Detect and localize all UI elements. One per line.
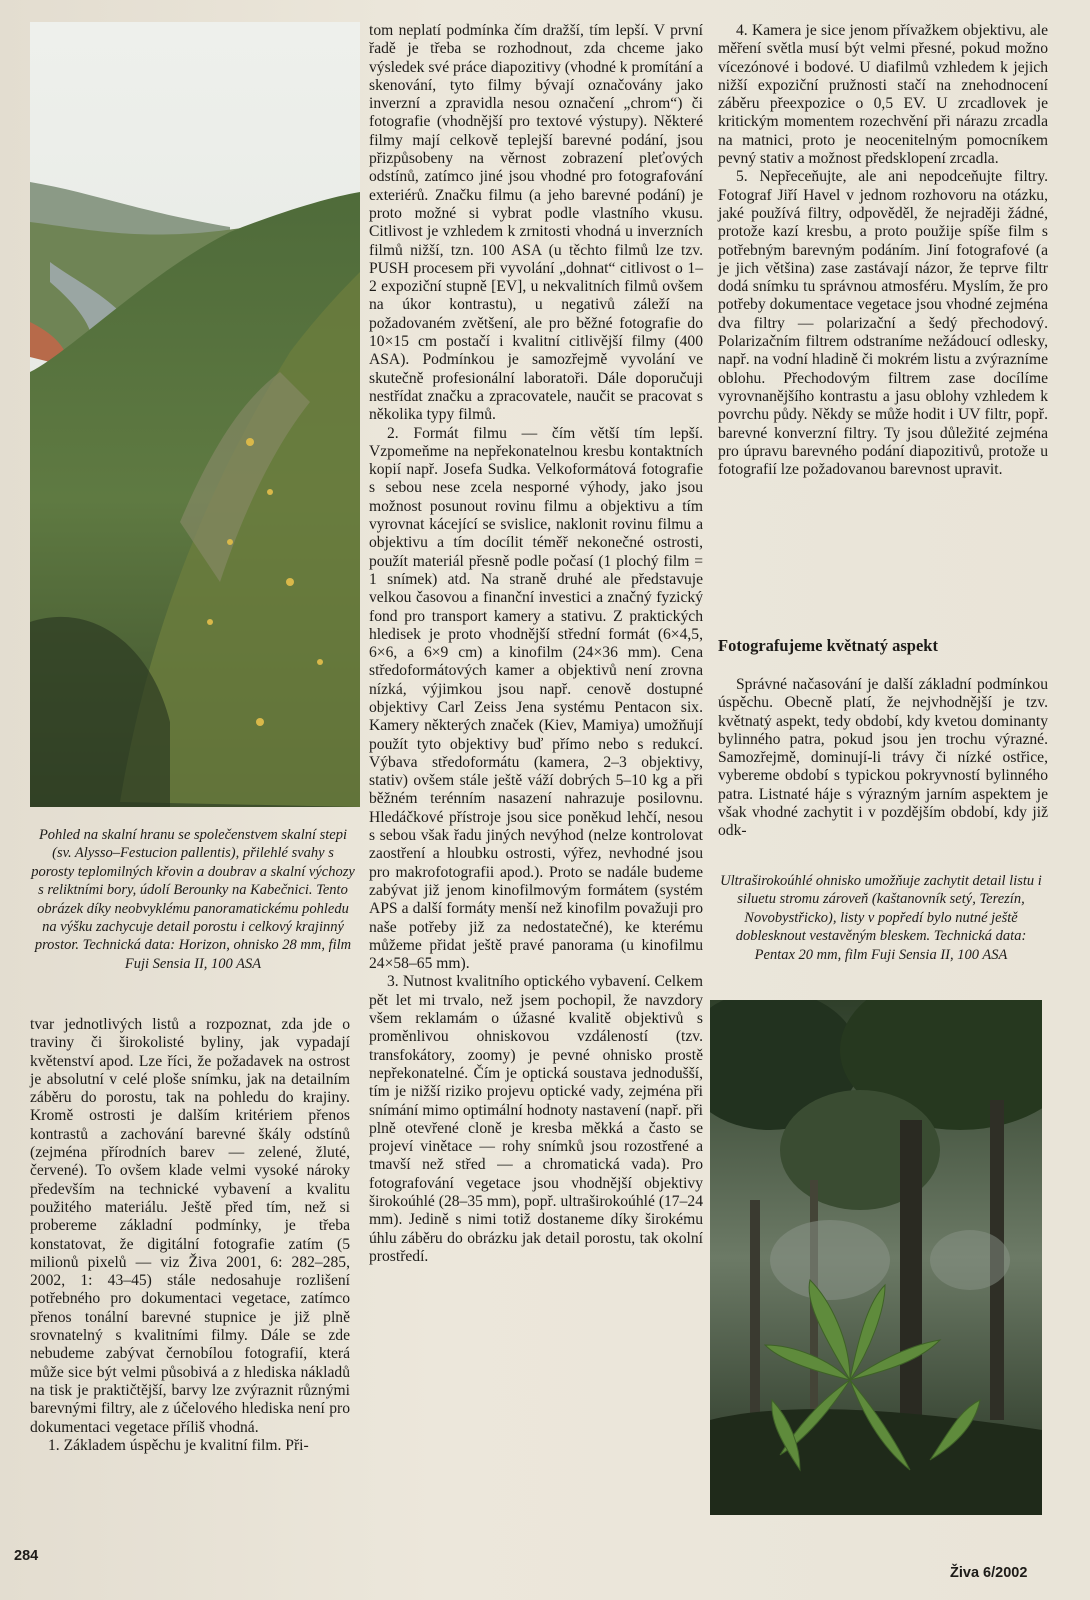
section-heading: Fotografujeme květnatý aspekt: [718, 636, 938, 655]
middle-text-column: [369, 22, 703, 1266]
paragraph: Správné načasování je další základní podmínkou úspěchu. Obecně platí, že nejvhodnější je tzv. květnatý aspekt, tedy období, kdy kvetou dominanty bylinného patra, pokud jsou jen trochu výrazné. Samozřejmě, dominují-li trávy či nízké ostřice, vybereme období s typickou pokryvností bylinného patra. Listnaté háje s výrazným jarním aspektem je však vhodné zachytit i v pozdějším období, kdy již odk-: [718, 676, 1048, 840]
paragraph: 5. Nepřeceňujte, ale ani nepodceňujte filtry. Fotograf Jiří Havel v jednom rozhovoru na otázku, jaké používá filtry, odpověděl, že nejraději žádné, protože kazí kresbu, a proto použije spíše film s potřebným barevným podáním. Jiní fotografové (a je jich většina) zase zastávají názor, že teprve filtr dodá snímku tu správnou atmosféru. Myslím, že pro potřeby dokumentace vegetace jsou vhodné zejména dva filtry — polarizační a šedý přechodový. Polarizačním filtrem odstraníme nežádoucí odlesky, např. na vodní hladině či mokrém listu a zvýrazníme oblohu. Přechodovým filtrem zase docílíme vyrovnanějšího kontrastu a jasu oblohy vzhledem k povrchu půdy. Někdy se může hodit i UV filtr, popř. barevné konverzní filtry. Ty jsou důležité zejména pro úpravu barevného podání diapozitivů, protože u fotografií lze požadovanou barevnost upravit.: [718, 168, 1048, 479]
paragraph: 3. Nutnost kvalitního optického vybavení. Celkem pět let mi trvalo, než jsem pochopil, že navzdory všem reklamám o úžasné kvalitě objektivů s proměnlivou ohniskovou vzdáleností (tzv. transfokátory, zoomy) je pevné ohnisko prostě nepřekonatelné. Čím je optická soustava jednodušší, tím je nižší riziko projevu optické vady, zejména při snímání mimo optimální hodnoty nastavení (např. při plně otevřené cloně je kresba měkká a často se projeví vinětace — rohy snímků jsou rozostřené a tmavší než střed — a chromatická vada). Pro fotografování vegetace jsou vhodnější objektivy širokoúhlé (28–35 mm), popř. ultraširokoúhlé (17–24 mm). Jedině s nimi totiž dostaneme díky širokému úhlu záběru do obrázku jak detail porostu, tak okolní prostředí.: [369, 973, 703, 1265]
paragraph: tvar jednotlivých listů a rozpoznat, zda jde o traviny či širokolisté byliny, jak vypadají květenství apod. Lze říci, že požadavek na ostrost je absolutní v celé ploše snímku, jak na detailním záběru do porostu, tak na pohledu do krajiny. Kromě ostrosti je dalším kritériem přenos kontrastů a zachování barevné škály odstínů (zejména přírodních barev — zelené, žluté, červené). To ovšem klade velmi vysoké nároky především na technické vybavení a kvalitu použitého materiálu. Ještě před tím, než si probereme základní podmínky, je třeba konstatovat, že digitální fotografie zatím (5 milionů pixelů — viz Živa 2001, 6: 282–285, 2002, 1: 43–45) stále nedosahuje rozlišení potřebného pro dokumentaci vegetace, zatímco přenos tonální barevné stupnice je již plně srovnatelný s kvalitními filmy. Dále se zde nebudeme zabývat černobílou fotografií, která může sice být velmi působivá a z hlediska nákladů na tisk je praktičtější, barvy lze zvýraznit různými barevnými filtry, ale z účelového hlediska není pro dokumentaci vegetace příliš vhodná.: [30, 1016, 350, 1436]
paragraph: 4. Kamera je sice jenom přívažkem objektivu, ale měření světla musí být velmi přesné, pokud možno vícezónové i bodové. U diafilmů vzhledem k jejich nižší expoziční pružnosti stačí na znehodnocení záběru přeexpozice o 0,5 EV. U zrcadlovek je kritickým momentem rozechvění při nárazu zrcadla na matnici, proto je neocenitelným pomocníkem pevný stativ a možnost předsklopení zrcadla.: [718, 22, 1048, 168]
right-text-column-2: [718, 676, 1048, 841]
right-text-column: [718, 22, 1048, 479]
paragraph: 2. Formát filmu — čím větší tím lepší. Vzpomeňme na nepřekonatelnou kresbu kontaktních kopií např. Josefa Sudka. Velkoformátová fotografie s sebou nese zcela nesporné výhody, jako jsou možnost posunout rovinu filmu a objektivu a tím vyrovnat kácející se svislice, naklonit rovinu filmu a objektivu a tím docílit téměř nekonečné ostrosti, použít materiál přesně podle počasí (1 plochý film = 1 snímek) atd. Na straně druhé ale představuje velkou časovou a finanční investici a značný fyzický fond pro transport kamery a stativu. Z praktických hledisek je proto vhodnější střední formát (6×4,5, 6×6, a 6×9 cm) a kinofilm (24×36 mm). Cena středoformátových kamer a objektivů není zrovna nízká, výjimkou jsou např. cenově dostupné objektivy Carl Zeiss Jena systému Pentacon six. Kamery některých značek (Kiev, Mamiya) umožňují použít tyto objektivy buď přímo nebo s redukcí. Výbava středoformátu (kamera, 2–3 objektivy, stativ) ovšem stále ještě váží dobrých 5–10 kg a při běžném terénním nasazení nahrazuje posilovnu. Hledáčkové přístroje jsou sice poněkud lehčí, nesou s sebou však řadu jiných nevýhod (nelze kontrolovat zaostření a hloubku ostrosti, výřez, nevhodné jsou pro makrofotografii apod.). Proto se nadále budeme zabývat již jenom kinofilmovým formátem (systém APS a další formáty menší než kinofilm považuji pro naše potřeby již za nedostatečné), ke kterému můžeme přidat ještě pravé panorama (u kinofilmu 24×58–65 mm).: [369, 424, 703, 973]
page-number: 284: [14, 1548, 39, 1564]
valley-photo: [30, 22, 360, 807]
right-photo-caption: Ultraširokoúhlé ohnisko umožňuje zachytit detail listu i siluetu stromu zároveň (kaštanovník setý, Terezín, Novobystřicko), listy v popředí bylo nutné ještě doblesknout vestavěným bleskem. Technická data: Pentax 20 mm, film Fuji Sensia II, 100 ASA: [720, 873, 1042, 963]
left-photo-caption: Pohled na skalní hranu se společenstvem skalní stepi (sv. Alysso–Festucion pallentis), přilehlé svahy s porosty teplomilných křovin a doubrav a skalní výchozy s reliktními bory, údolí Berounky na Kabečnici. Tento obrázek díky neobvyklému panoramatickému pohledu na výšku zachycuje detail porostu i celkový krajinný prostor. Technická data: Horizon, ohnisko 28 mm, film Fuji Sensia II, 100 ASA: [31, 827, 355, 972]
forest-photo: [710, 1000, 1042, 1515]
left-text-column: [30, 1016, 350, 1455]
paragraph: 1. Základem úspěchu je kvalitní film. Při-: [48, 1436, 309, 1454]
journal-issue: Živa 6/2002: [950, 1565, 1028, 1581]
paragraph: tom neplatí podmínka čím dražší, tím lepší. V první řadě je třeba se rozhodnout, zda chceme jako výsledek své práce diapozitivy (vhodné k promítání a skenování, tyto filmy bývají označovány jako inverzní a zpravidla nesou označení „chrom“) či fotografie (vhodnější pro textové výstupy). Některé filmy mají celkově teplejší barevné podání, jsou přizpůsobeny na věrnost zobrazení pleťových odstínů, zatímco jiné jsou vhodné pro fotografování exteriérů. Značku filmu (a jeho barevné podání) je proto možné si vybrat podle vlastního vkusu. Citlivost je vzhledem k zrnitosti vhodná u inverzních filmů nižší, tzn. 100 ASA (u těchto filmů lze tzv. PUSH procesem při vyvolání „dohnat“ citlivost o 1–2 expoziční stupně [EV], u nekvalitních filmů ovšem na úkor kontrastu), u negativů záleží na požadovaném zvětšení, ale pro běžné fotografie do 10×15 cm postačí i kvalitní citlivější filmy (400 ASA). Podmínkou je samozřejmě vyvolání ve skutečně profesionální laboratoři. Dále doporučuji nestřídat značku a zpracovatele, naučit se pracovat s několika typy filmů.: [369, 22, 703, 424]
